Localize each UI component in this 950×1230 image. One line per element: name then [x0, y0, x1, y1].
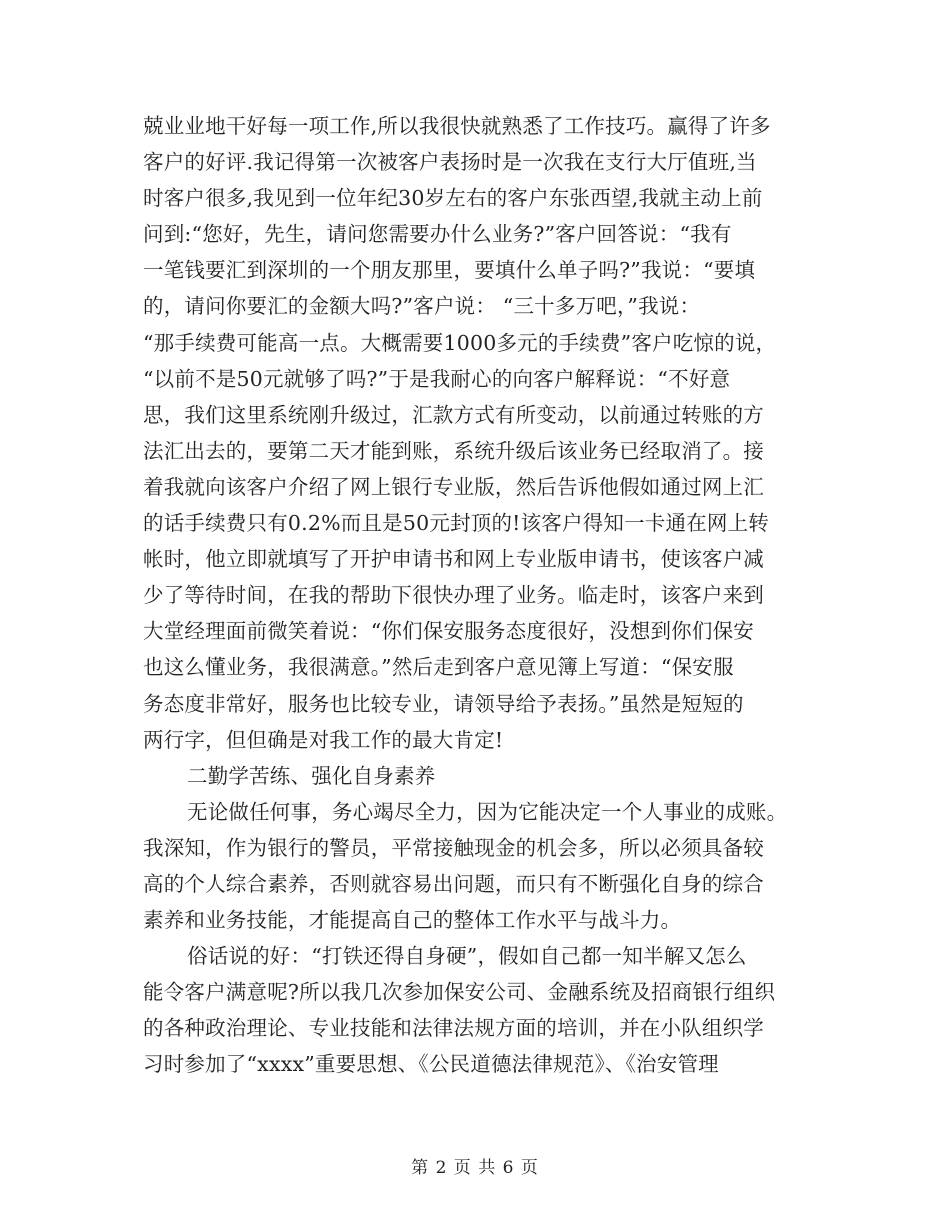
paragraph-2 [143, 794, 811, 938]
text-line: 无论做任何事，务心竭尽全力，因为它能决定一个人事业的成账。 [187, 799, 788, 824]
text-line: 也这么懂业务，我很满意。”然后走到客户意见簿上写道：“保安服 [143, 655, 734, 680]
text-line: 的，请问你要汇的金额大吗?”客户说： “三十多万吧，”我说： [143, 294, 701, 319]
text-line: 我深知，作为银行的警员，平常接触现金的机会多，所以必须具备较 [143, 835, 764, 860]
text-line: 客户的好评.我记得第一次被客户表扬时是一次我在支行大厅值班,当 [143, 150, 757, 175]
text-line: 习时参加了“xxxx”重要思想、《公民道德法律规范》、《治安管理 [143, 1052, 719, 1077]
text-line: 问到:“您好，先生，请问您需要办什么业务?”客户回答说：“我有 [143, 222, 732, 247]
paragraph-1 [143, 108, 811, 758]
document-body [143, 108, 811, 1083]
text-line: 法汇出去的，要第二天才能到账，系统升级后该业务已经取消了。接 [143, 438, 764, 463]
text-line: 两行字，但但确是对我工作的最大肯定! [143, 727, 504, 752]
text-line: 素养和业务技能，才能提高自己的整体工作水平与战斗力。 [143, 908, 682, 933]
page-number-footer: 第 2 页 共 6 页 [411, 1158, 539, 1178]
text-line: 的各种政治理论、专业技能和法律法规方面的培训，并在小队组织学 [143, 1016, 764, 1041]
text-line: 的话手续费只有0.2%而且是50元封顶的!该客户得知一卡通在网上转 [143, 511, 770, 536]
text-line: 俗话说的好：“打铁还得自身硬”，假如自己都一知半解又怎么 [187, 944, 747, 969]
text-line: 兢业业地干好每一项工作,所以我很快就熟悉了工作技巧。赢得了许多 [143, 114, 771, 138]
text-line: 能令客户满意呢?所以我几次参加保安公司、金融系统及招商银行组织 [143, 980, 776, 1005]
text-line: 一笔钱要汇到深圳的一个朋友那里，要填什么单子吗?”我说：“要填 [143, 258, 756, 283]
text-line: “那手续费可能高一点。大概需要1000多元的手续费”客户吃惊的说， [143, 330, 777, 355]
text-line: 高的个人综合素养，否则就容易出问题，而只有不断强化自身的综合 [143, 871, 764, 896]
section-heading: 二勤学苦练、强化自身素养 [187, 763, 436, 788]
text-line: 务态度非常好，服务也比较专业，请领导给予表扬。”虽然是短短的 [143, 691, 744, 716]
text-line: 思，我们这里系统刚升级过，汇款方式有所变动，以前通过转账的方 [143, 402, 764, 427]
text-line: 着我就向该客户介绍了网上银行专业版，然后告诉他假如通过网上汇 [143, 474, 764, 499]
text-line: 帐时，他立即就填写了开护申请书和网上专业版申请书，使该客户减 [143, 547, 764, 572]
paragraph-3 [143, 938, 811, 1082]
text-line: 少了等待时间，在我的帮助下很快办理了业务。临走时，该客户来到 [143, 583, 764, 608]
text-line: 大堂经理面前微笑着说：“你们保安服务态度很好，没想到你们保安 [143, 619, 754, 644]
text-line: “以前不是50元就够了吗?”于是我耐心的向客户解释说：“不好意 [143, 366, 731, 391]
text-line: 时客户很多,我见到一位年纪30岁左右的客户东张西望,我就主动上前 [143, 186, 763, 211]
